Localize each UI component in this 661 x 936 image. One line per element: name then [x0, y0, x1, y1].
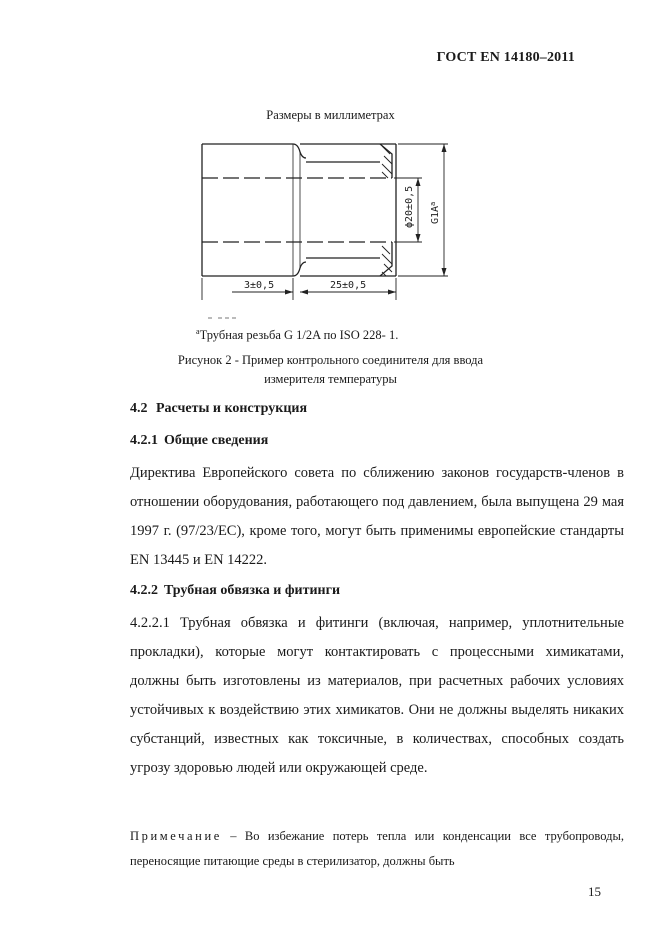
arrow-thread-top [442, 144, 447, 152]
arrow-right-start [300, 290, 308, 295]
groove-bottom [293, 262, 306, 276]
hatch-top [382, 146, 392, 178]
section-4-2-1-paragraph: Директива Европейского совета по сближению законов государств-членов в отношении оборудования, работающего под давлением, была выпущена 29 мая 1997 г. (97/23/ЕС), кроме того, могут быть применимы европейские стандарты EN 13445 и EN 14222. [130, 465, 624, 568]
dim-left-label: 3±0,5 [244, 280, 275, 291]
note-text: Во избежание потерь тепла или конденсации все трубопроводы, переносящие питающие среды в стерилизатор, должны быть [130, 829, 625, 868]
section-number: 4.2.2 [130, 583, 158, 598]
figure-footnote [196, 327, 398, 343]
section-4-2-heading [130, 401, 307, 417]
thread-chamfer-bottom [380, 242, 392, 276]
arrow-thread-bottom [442, 268, 447, 276]
hatch-bottom [382, 246, 392, 276]
section-4-2-2-heading [130, 583, 340, 599]
figure-caption [0, 351, 661, 389]
arrow-left-end [285, 290, 293, 295]
groove-top [293, 144, 306, 158]
section-title: Расчеты и конструкция [156, 401, 308, 416]
section-number: 4.2.1 [130, 433, 158, 448]
section-4-2-2-1-paragraph: 4.2.2.1 Трубная обвязка и фитинги (включая, например, уплотнительные прокладки), которые могут контактировать с процессными химикатами, должны быть изготовлены из материалов, при расчетных рабочих условиях устойчивых к воздействию этих химикатов. Они не должны выделять никаких субстанций, известных как токсичные, в количествах, способных создать угрозу здоровью людей или окружающей среде. [130, 615, 624, 776]
note-label: Примечание [130, 829, 222, 843]
arrow-diam-bottom [416, 234, 421, 242]
caption-line-2: измерителя температуры [264, 372, 397, 386]
dim-right-label: 25±0,5 [330, 280, 367, 291]
section-4-2-1-heading [130, 433, 268, 449]
footnote-mark: a [196, 327, 200, 336]
dim-diameter-label: ϕ20±0,5 [404, 185, 415, 228]
arrow-diam-top [416, 178, 421, 186]
thread-chamfer-top [380, 144, 392, 178]
caption-line-1: Рисунок 2 - Пример контрольного соединителя для ввода [177, 353, 484, 367]
footnote-text: Трубная резьба G 1/2A по ISO 228- 1. [199, 328, 399, 343]
arrow-right-end [388, 290, 396, 295]
note-dash: – [221, 829, 245, 843]
dimensions-caption: Размеры в миллиметрах [266, 108, 395, 122]
section-title: Общие сведения [164, 433, 269, 448]
section-number: 4.2 [130, 401, 148, 416]
page-number: 15 [588, 884, 601, 899]
standard-header: ГОСТ EN 14180–2011 [436, 50, 575, 65]
dim-thread-label: $G1A^a$ [429, 201, 441, 224]
note-block [89, 824, 624, 874]
section-title: Трубная обвязка и фитинги [164, 583, 341, 598]
technical-drawing [196, 132, 466, 332]
